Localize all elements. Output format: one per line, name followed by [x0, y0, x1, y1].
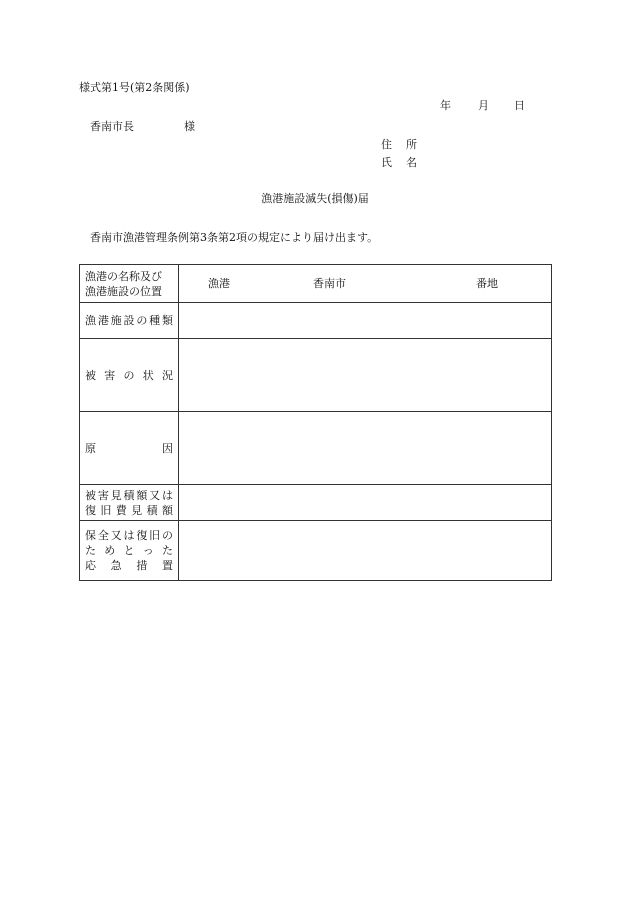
label-char: め	[104, 544, 116, 557]
label-char: 種	[149, 314, 161, 327]
emergency-measures-label	[80, 521, 179, 581]
label-char: 積	[123, 488, 135, 502]
label-char: 急	[110, 559, 122, 572]
location-field[interactable]	[179, 265, 552, 303]
label-char: 被	[85, 488, 96, 502]
label-char: 復	[136, 529, 148, 542]
date-day-label: 日	[514, 99, 525, 112]
facility-type-field[interactable]	[179, 303, 552, 339]
report-table	[79, 264, 552, 581]
date-month-label: 月	[478, 99, 489, 112]
table-row	[80, 265, 552, 303]
label-char: 原	[85, 441, 96, 455]
emergency-measures-field[interactable]	[179, 521, 552, 581]
label-char: 見	[110, 488, 122, 502]
label-char: は	[161, 488, 173, 502]
label-char: 保	[85, 529, 96, 542]
label-char: 因	[162, 441, 173, 455]
applicant-name-label: 氏 名	[381, 156, 417, 169]
table-row	[80, 485, 552, 521]
lot-label: 番地	[476, 277, 498, 290]
label-char: た	[85, 544, 96, 557]
table-row	[80, 303, 552, 339]
label-char: 又	[149, 488, 161, 502]
honorific: 様	[184, 120, 195, 133]
statement-text: 香南市漁港管理条例第3条第2項の規定により届け出ます。	[90, 231, 379, 244]
location-label: 漁港の名称及び 漁港施設の位置	[80, 265, 179, 303]
label-char: 見	[131, 503, 143, 517]
addressee-line	[90, 121, 195, 132]
date-line	[440, 100, 525, 111]
document-title: 漁港施設滅失(損傷)届	[261, 192, 369, 205]
damage-status-field[interactable]	[179, 339, 552, 412]
cause-field[interactable]	[179, 412, 552, 485]
label-char: 費	[115, 503, 127, 517]
label-char: た	[162, 544, 173, 557]
label-char: 全	[97, 529, 109, 542]
damage-status-label	[80, 339, 179, 412]
label-char: は	[123, 529, 135, 542]
table-row	[80, 412, 552, 485]
label-char: 類	[161, 314, 173, 327]
label-char: と	[123, 544, 135, 557]
label-char: 復	[85, 503, 96, 517]
label-char: 額	[136, 488, 148, 502]
cost-estimate-label	[80, 485, 179, 521]
label-char: っ	[142, 544, 154, 557]
label-char: 置	[161, 559, 173, 572]
label-char: 額	[161, 503, 173, 517]
label-char: 旧	[149, 529, 161, 542]
label-char: の	[123, 368, 135, 382]
label-char: 害	[104, 368, 116, 382]
label-char: 害	[97, 488, 109, 502]
label-char: 設	[123, 314, 135, 327]
label-char: 港	[97, 314, 109, 327]
label-char: 施	[110, 314, 122, 327]
label-char: 旧	[100, 503, 112, 517]
label-char: 措	[136, 559, 148, 572]
label-char: 又	[110, 529, 122, 542]
label-char: 応	[85, 559, 96, 572]
date-year-label: 年	[440, 99, 451, 112]
label-char: 漁	[85, 314, 96, 327]
addressee: 香南市長	[90, 120, 134, 133]
cost-estimate-field[interactable]	[179, 485, 552, 521]
cause-label	[80, 412, 179, 485]
port-label: 漁港	[208, 277, 230, 290]
form-number: 様式第1号(第2条関係)	[79, 81, 190, 94]
label-char: の	[161, 529, 173, 542]
facility-type-label	[80, 303, 179, 339]
label-char: の	[136, 314, 148, 327]
table-row	[80, 521, 552, 581]
label-char: 況	[162, 368, 173, 382]
label-char: 積	[146, 503, 158, 517]
label-char: 被	[85, 368, 96, 382]
table-row	[80, 339, 552, 412]
applicant-address-label: 住 所	[381, 138, 417, 151]
city-label: 香南市	[313, 277, 346, 290]
label-char: 状	[142, 368, 154, 382]
